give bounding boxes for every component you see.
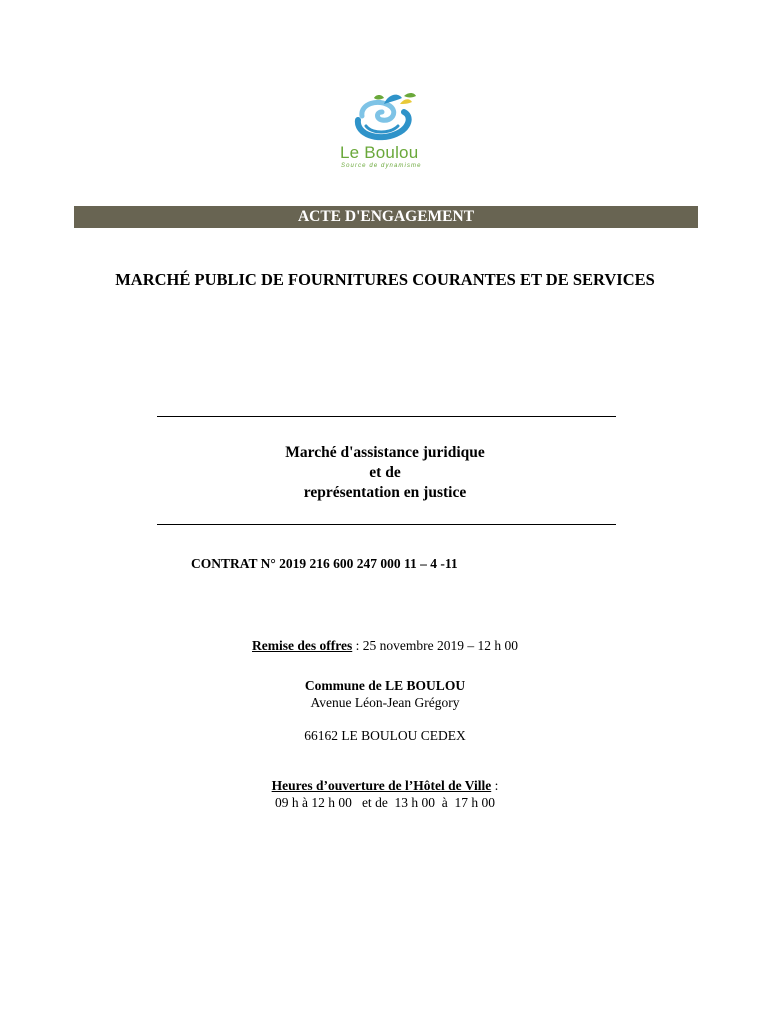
market-title-line3: représentation en justice [303,484,467,501]
divider-bottom [157,524,616,525]
commune-postal: 66162 LE BOULOU CEDEX [304,728,466,743]
logo-tagline: Source de dynamisme [341,163,422,169]
market-title-line1: Marché d'assistance juridique [285,444,485,461]
opening-hours-label: Heures d’ouverture de l’Hôtel de Ville [271,778,492,793]
commune-name: Commune de LE BOULOU [304,678,466,693]
commune-address: Avenue Léon-Jean Grégory [310,695,460,710]
submission-deadline-label: Remise des offres [252,638,353,653]
opening-hours [0,777,770,811]
opening-hours-suffix: : [491,778,499,793]
submission-deadline [0,637,770,655]
market-title-line2: et de [369,464,401,481]
logo-name: Le Boulou [340,143,419,162]
divider-top [157,416,616,417]
document-banner: ACTE D'ENGAGEMENT [74,206,698,228]
market-title [0,443,770,503]
opening-hours-times: 09 h à 12 h 00 et de 13 h 00 à 17 h 00 [274,795,496,810]
commune-block [0,677,770,711]
contract-number: CONTRAT N° 2019 216 600 247 000 11 – 4 -11 [191,556,458,571]
document-subtitle: MARCHÉ PUBLIC DE FOURNITURES COURANTES ET DE SERVICES [115,270,655,289]
water-swirl-icon [332,90,442,145]
submission-deadline-value: : 25 novembre 2019 – 12 h 00 [352,638,518,653]
